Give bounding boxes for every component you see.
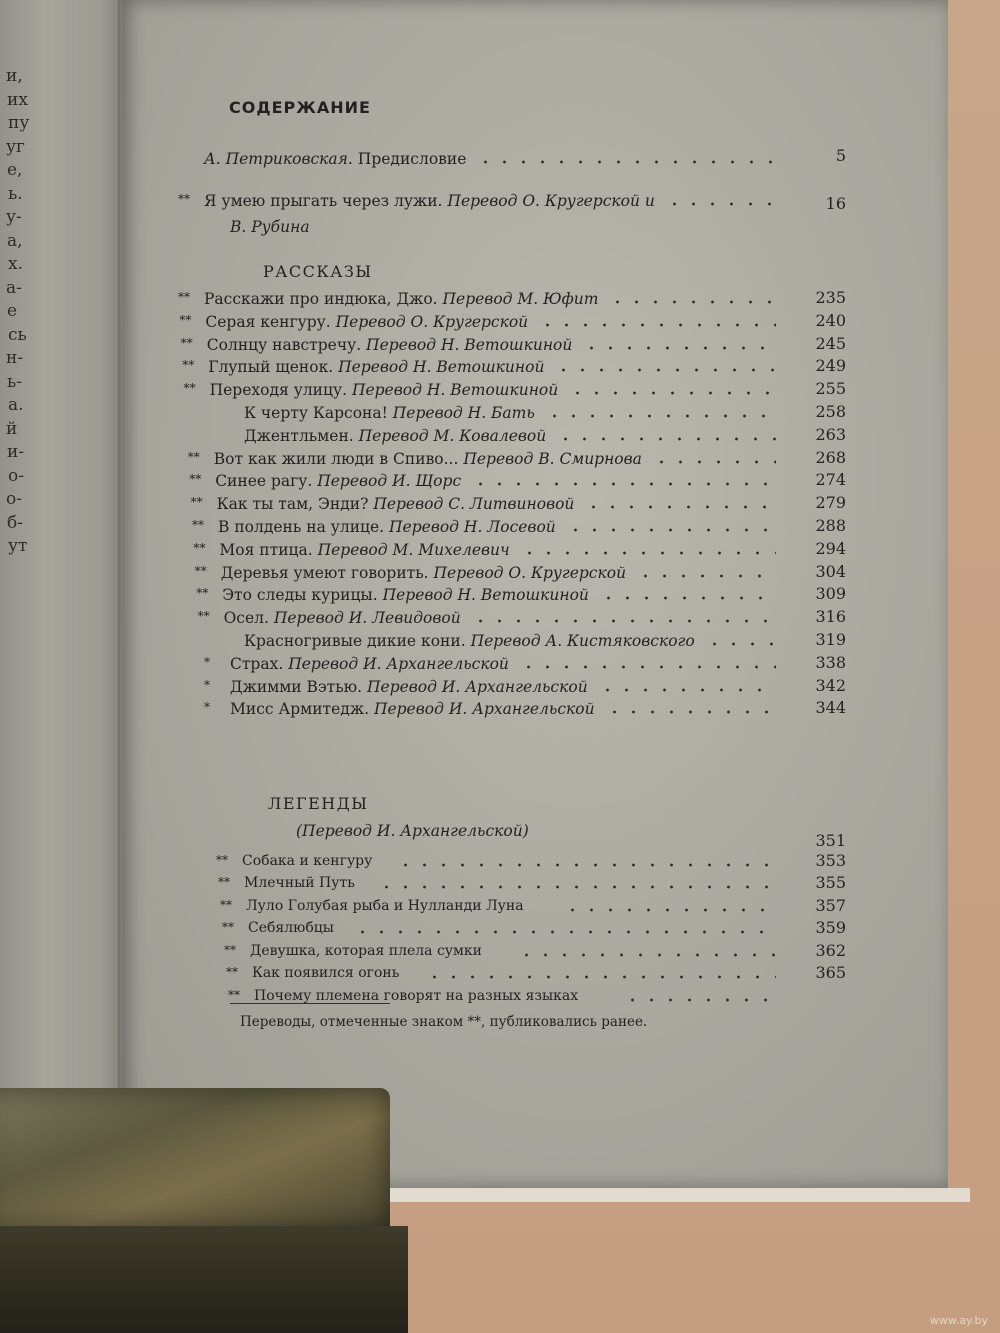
- toc-entry: [182, 358, 544, 378]
- leader-dots: [425, 975, 776, 979]
- entry-translator: Перевод М. Юфит: [437, 290, 599, 308]
- entry-title: Млечный Путь: [244, 875, 355, 891]
- entry-page-number: 353: [815, 850, 846, 870]
- leader-dots: [554, 368, 776, 372]
- entry-marker: **: [226, 965, 238, 979]
- toc-entry: [178, 192, 655, 212]
- entry-page-number: 338: [815, 652, 846, 672]
- entry-marker: **: [194, 563, 207, 578]
- entry-page-number: 245: [815, 333, 846, 353]
- entry-translator: Перевод Н. Бать: [387, 404, 535, 422]
- entry-title: Как появился огонь: [252, 965, 400, 981]
- entry-marker: *: [204, 700, 210, 715]
- entry-title: Переходя улицу.: [209, 381, 348, 400]
- toc-entry: [216, 853, 372, 873]
- entry-title: Мисс Армитедж.: [230, 700, 370, 719]
- entry-translator: Перевод Н. Ветошкиной: [361, 335, 573, 354]
- left-page-fragment: ут: [8, 536, 28, 556]
- entry-marker: **: [220, 897, 232, 912]
- entry-title: Себялюбцы: [248, 920, 334, 936]
- leader-dots: [377, 885, 776, 889]
- entry-page-number: 316: [815, 607, 846, 627]
- entry-marker: **: [179, 312, 192, 327]
- toc-entry: [198, 609, 461, 629]
- leader-dots: [636, 574, 776, 578]
- entry-title: Вот как жили люди в Спиво...: [213, 449, 459, 468]
- left-page-fragment: е,: [7, 160, 23, 180]
- entry-page-number: 288: [815, 516, 846, 535]
- entry-translator: Перевод И. Архангельской: [283, 654, 509, 673]
- left-page-fragment: х.: [8, 254, 23, 274]
- entry-title: Я умею прыгать через лужи.: [204, 192, 443, 210]
- entry-title: Глупый щенок.: [208, 358, 334, 377]
- toc-entry: [218, 427, 546, 447]
- entry-translator: Перевод В. Смирнова: [458, 449, 642, 468]
- entry-translator: Перевод О. Кругерской: [330, 312, 529, 331]
- toc-entry: [228, 988, 578, 1008]
- entry-page-number: 355: [815, 873, 846, 892]
- entry-title: Как ты там, Энди?: [216, 495, 369, 514]
- leader-dots: [652, 460, 776, 464]
- leader-dots: [517, 953, 776, 957]
- brass-box-body: [0, 1226, 408, 1333]
- toc-entry: [204, 700, 595, 720]
- left-page-fragment: и,: [6, 66, 23, 86]
- left-page-fragment: сь: [8, 324, 27, 345]
- leader-dots: [623, 998, 776, 1002]
- entry-marker: **: [178, 192, 190, 206]
- entry-translator: Перевод М. Ковалевой: [353, 426, 547, 445]
- toc-entry: [204, 678, 588, 698]
- entry-marker: **: [190, 495, 203, 510]
- entry-marker: **: [183, 381, 196, 396]
- entry-page-number: 240: [815, 310, 846, 330]
- leader-dots: [598, 688, 776, 692]
- leader-dots: [538, 323, 776, 327]
- entry-title: Красногривые дикие кони.: [244, 632, 466, 650]
- leader-dots: [563, 908, 776, 912]
- entry-title: Серая кенгуру.: [205, 312, 331, 331]
- entry-translator: Перевод О. Кругерской и: [442, 192, 655, 210]
- entry-title: Страх.: [230, 654, 284, 673]
- left-page-fragment: а,: [7, 230, 23, 251]
- legends-translator: (Перевод И. Архангельской): [296, 822, 529, 840]
- entry-page-number: 274: [815, 470, 846, 490]
- left-page-fragment: о-: [8, 465, 24, 486]
- entry-page-number: 309: [815, 584, 846, 604]
- entry-translator: Перевод О. Кругерской: [428, 563, 627, 582]
- leader-dots: [471, 482, 776, 486]
- toc-entry: [178, 290, 598, 310]
- left-page-fragment: пу: [8, 113, 30, 133]
- entry-page-number: 365: [815, 963, 846, 982]
- entry-title: Моя птица.: [219, 540, 313, 559]
- left-page-fragment: о-: [6, 489, 22, 509]
- entry-page-number: 342: [815, 675, 846, 695]
- entry-title: А. Петриковская.: [204, 150, 353, 168]
- entry-title: Осел.: [223, 609, 269, 628]
- toc-entry: [224, 943, 482, 963]
- entry-page-number: 258: [815, 402, 846, 421]
- toc-entry: [184, 381, 559, 401]
- toc-entry: [191, 495, 575, 515]
- entry-page-number: 294: [815, 538, 846, 558]
- entry-translator: Перевод Н. Ветошкиной: [347, 381, 559, 400]
- toc-entry: [218, 632, 695, 652]
- entry-page-number: 255: [815, 379, 846, 399]
- entry-page-number: 235: [815, 288, 846, 307]
- entry-page-number: 351: [815, 831, 846, 850]
- entry-page-number: 279: [815, 493, 846, 513]
- entry-marker: **: [228, 987, 240, 1002]
- leader-dots: [584, 505, 776, 509]
- page-title: СОДЕРЖАНИЕ: [229, 98, 371, 117]
- entry-translator: В. Рубина: [230, 218, 310, 236]
- entry-title: Деревья умеют говорить.: [220, 563, 429, 582]
- entry-title: Собака и кенгуру: [242, 852, 373, 869]
- left-page-fragment: н-: [6, 348, 24, 368]
- left-page-fragment: а-: [6, 277, 22, 298]
- entry-marker: **: [180, 335, 193, 350]
- entry-translator: Перевод Н. Лосевой: [384, 518, 556, 536]
- toc-entry: [178, 150, 466, 170]
- entry-marker: *: [204, 654, 210, 669]
- toc-entry: [226, 965, 399, 985]
- entry-title: Предисловие: [352, 150, 467, 168]
- entry-marker: *: [204, 677, 210, 692]
- leader-dots: [396, 863, 776, 867]
- toc-entry: [218, 404, 535, 424]
- left-page-fragment: е: [7, 301, 18, 321]
- entry-translator: Перевод С. Литвиновой: [368, 495, 575, 514]
- entry-title: В полдень на улице.: [218, 518, 385, 536]
- leader-dots: [599, 596, 776, 600]
- entry-title: Синее рагу.: [215, 472, 313, 491]
- entry-translator: Перевод И. Щорс: [312, 472, 462, 491]
- watermark: www.ay.by: [929, 1314, 988, 1327]
- leader-dots: [471, 619, 776, 623]
- entry-marker: **: [222, 920, 234, 934]
- entry-translator: Перевод И. Левидовой: [268, 609, 461, 628]
- left-page-fragment: б-: [7, 512, 23, 533]
- leader-dots: [665, 202, 772, 206]
- entry-page-number: 359: [815, 918, 846, 937]
- toc-entry: [181, 336, 573, 356]
- leader-dots: [520, 551, 776, 555]
- toc-entry: [196, 586, 589, 606]
- entry-translator: Перевод И. Архангельской: [362, 677, 588, 696]
- entry-title: Джимми Вэтью.: [230, 677, 363, 696]
- entry-marker: **: [224, 942, 236, 957]
- entry-marker: **: [196, 586, 209, 601]
- leader-dots: [605, 710, 776, 714]
- leader-dots: [545, 414, 776, 418]
- toc-entry: [218, 875, 355, 895]
- entry-translator: Перевод Н. Ветошкиной: [377, 586, 589, 605]
- footnote: Переводы, отмеченные знаком **, публиковались ранее.: [240, 1014, 648, 1030]
- entry-marker: **: [197, 609, 210, 624]
- left-page-fragment: у-: [6, 207, 22, 227]
- entry-marker: **: [178, 290, 190, 304]
- entry-marker: **: [189, 472, 202, 487]
- entry-translator: Перевод Н. Ветошкиной: [333, 358, 545, 377]
- leader-dots: [476, 160, 772, 164]
- toc-entry: [188, 450, 642, 470]
- leader-dots: [353, 930, 776, 934]
- toc-entry: [189, 472, 461, 492]
- leader-dots: [519, 665, 776, 669]
- entry-title: Луло Голубая рыба и Нулланди Луна: [246, 897, 524, 914]
- entry-marker: **: [218, 875, 230, 889]
- entry-page-number: 362: [815, 940, 846, 960]
- leader-dots: [568, 391, 776, 395]
- left-page-fragment: а.: [8, 395, 24, 415]
- entry-page-number: 344: [815, 698, 846, 718]
- entry-marker: **: [216, 852, 228, 867]
- leader-dots: [608, 300, 776, 304]
- entry-marker: **: [192, 518, 204, 532]
- section-heading-stories: РАССКАЗЫ: [263, 262, 373, 281]
- entry-marker: **: [187, 449, 200, 464]
- brass-box: [0, 1088, 410, 1333]
- entry-page-number: 16: [825, 194, 846, 213]
- entry-page-number: 263: [815, 424, 846, 444]
- entry-page-number: 249: [815, 356, 846, 376]
- entry-page-number: 357: [815, 895, 846, 915]
- entry-translator: Перевод А. Кистяковского: [465, 632, 695, 650]
- toc-entry: [192, 518, 556, 538]
- left-page-fragment: ь.: [8, 183, 23, 204]
- toc-entry: [222, 920, 334, 940]
- left-page-fragment: й: [6, 418, 18, 439]
- entry-marker: **: [182, 358, 195, 373]
- toc-entry: [179, 313, 528, 333]
- entry-page-number: 304: [815, 561, 846, 581]
- entry-page-number: 5: [835, 146, 846, 165]
- entry-page-number: 268: [815, 447, 846, 467]
- left-page-fragment: их: [7, 89, 28, 110]
- toc-entry: [220, 898, 524, 918]
- section-heading-legends: ЛЕГЕНДЫ: [268, 794, 369, 813]
- brass-box-lid: [0, 1088, 390, 1230]
- entry-title: Это следы курицы.: [222, 586, 378, 605]
- entry-title: Джентльмен.: [244, 426, 354, 445]
- entry-title: К черту Карсона!: [244, 404, 388, 422]
- left-page-fragment: и-: [7, 442, 25, 462]
- entry-page-number: 319: [815, 630, 846, 649]
- entry-title: Почему племена говорят на разных языках: [254, 987, 579, 1004]
- entry-translator: Перевод М. Михелевич: [312, 540, 510, 559]
- leader-dots: [705, 642, 776, 646]
- entry-title: Девушка, которая плела сумки: [250, 942, 482, 959]
- toc-entry: [204, 218, 310, 238]
- entry-title: Расскажи про индюка, Джо.: [204, 290, 438, 308]
- toc-entry: [195, 564, 626, 584]
- footnote-rule: [230, 1003, 390, 1004]
- entry-title: Солнцу навстречу.: [206, 335, 362, 354]
- leader-dots: [566, 528, 776, 532]
- left-page-fragment: ь-: [7, 371, 22, 392]
- leader-dots: [556, 437, 776, 441]
- toc-entry: [204, 655, 509, 675]
- left-page-fragment: уг: [6, 136, 25, 157]
- leader-dots: [582, 346, 776, 350]
- entry-marker: **: [193, 540, 206, 555]
- toc-entry: [193, 541, 509, 561]
- entry-translator: Перевод И. Архангельской: [369, 700, 595, 719]
